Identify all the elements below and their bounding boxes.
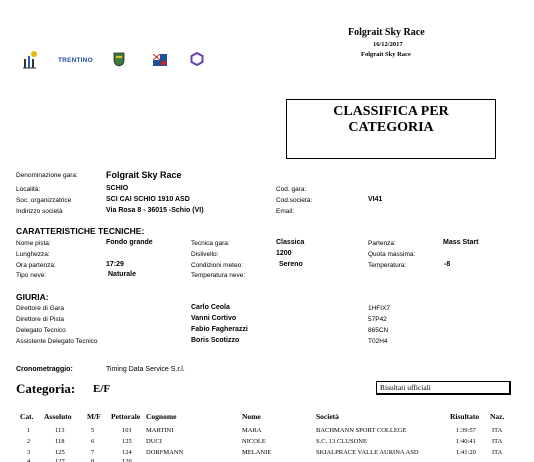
cell-cat: 2 bbox=[27, 438, 31, 445]
cell-societa: BACHMANN SPORT COLLEGE bbox=[316, 427, 407, 434]
table-row bbox=[0, 438, 534, 448]
table-row bbox=[0, 427, 534, 437]
partenza-value: Mass Start bbox=[443, 239, 479, 246]
giuria-role: Direttore di Gara bbox=[16, 305, 65, 312]
cell-cognome: DUCI bbox=[146, 438, 162, 445]
quota-label: Quota massima: bbox=[368, 251, 416, 258]
cell-assoluto: 125 bbox=[55, 449, 65, 456]
cell-assoluto: 118 bbox=[55, 438, 65, 445]
dislivello-value: 1200 bbox=[276, 250, 292, 257]
cell-mf: 5 bbox=[91, 427, 95, 434]
temp-neve-label: Temperatura neve: bbox=[191, 272, 246, 279]
partenza-label: Partenza: bbox=[368, 240, 396, 247]
tecnica-label: Tecnica gara: bbox=[191, 240, 230, 247]
tipo-neve-label: Tipo neve: bbox=[16, 272, 47, 279]
header-subtitle: Folgrait Sky Race bbox=[361, 51, 411, 58]
email-label: Email: bbox=[276, 208, 295, 215]
trentino-logo: TRENTINO bbox=[58, 57, 93, 64]
soc-label: Soc. organizzatrice bbox=[16, 197, 72, 204]
categoria-value: E/F bbox=[93, 383, 111, 395]
cyclist-logo bbox=[22, 50, 38, 75]
cell-assoluto: 127 bbox=[55, 458, 65, 462]
shield-logo bbox=[113, 52, 125, 72]
denominazione-value: Folgrait Sky Race bbox=[106, 170, 182, 180]
hexagon-logo bbox=[190, 52, 204, 71]
cod-societa-label: Cod.società: bbox=[276, 197, 313, 204]
col-header-pettorale: Pettorale bbox=[111, 412, 141, 421]
condizioni-value: Sereno bbox=[279, 261, 303, 268]
col-header-mf: M/F bbox=[87, 412, 101, 421]
giuria-name: Fabio Fagherazzi bbox=[191, 326, 248, 333]
tecnica-value: Classica bbox=[276, 239, 305, 246]
cod-societa-value: VI41 bbox=[368, 196, 383, 203]
cell-risultato: 1:41:20 bbox=[456, 449, 476, 456]
tecniche-heading: CARATTERISTICHE TECNICHE: bbox=[16, 226, 145, 236]
indirizzo-label: Indirizzo società bbox=[16, 208, 63, 215]
cell-naz: ITA bbox=[492, 449, 503, 456]
dislivello-label: Dislivello: bbox=[191, 251, 219, 258]
condizioni-label: Condizioni meteo: bbox=[191, 262, 244, 269]
col-header-risultato: Risultato bbox=[450, 412, 480, 421]
giuria-code: 865CN bbox=[368, 327, 389, 334]
col-header-societa: Società bbox=[316, 412, 339, 421]
giuria-code: 57P42 bbox=[368, 316, 387, 323]
cell-pettorale: 120 bbox=[122, 458, 132, 462]
cell-risultato: 1:39:57 bbox=[456, 427, 476, 434]
cell-risultato: 1:40:41 bbox=[456, 438, 476, 445]
cell-assoluto: 113 bbox=[55, 427, 65, 434]
header-title: Folgrait Sky Race bbox=[348, 27, 425, 38]
cell-cat: 3 bbox=[27, 449, 31, 456]
giuria-code: T02H4 bbox=[368, 338, 388, 345]
cell-pettorale: 101 bbox=[122, 427, 132, 434]
cell-nome: MARA bbox=[242, 427, 262, 434]
col-header-cognome: Cognome bbox=[146, 412, 177, 421]
giuria-code: 1HFIX7 bbox=[368, 305, 391, 312]
cell-naz: ITA bbox=[492, 438, 503, 445]
nome-pista-label: Nome pista: bbox=[16, 240, 51, 247]
soc-value: SCI CAI SCHIO 1910 ASD bbox=[106, 196, 190, 203]
risultati-ufficiali-box: Risultati ufficiali bbox=[376, 381, 511, 395]
denominazione-label: Denominazione gara: bbox=[16, 172, 78, 179]
col-header-assoluto: Assoluto bbox=[44, 412, 72, 421]
cell-mf: 8 bbox=[91, 458, 95, 462]
cell-mf: 6 bbox=[91, 438, 95, 445]
giuria-name: Boris Scotizzo bbox=[191, 337, 240, 344]
indirizzo-value: Via Rosa 8 - 36015 -Schio (VI) bbox=[106, 207, 204, 214]
giuria-role: Direttore di Pista bbox=[16, 316, 65, 323]
table-row bbox=[0, 458, 534, 462]
ora-label: Ora partenza: bbox=[16, 262, 56, 269]
cell-cognome: MARTINI bbox=[146, 427, 174, 434]
cell-pettorale: 124 bbox=[122, 449, 132, 456]
cell-naz: ITA bbox=[492, 427, 503, 434]
localita-label: Località: bbox=[16, 186, 41, 193]
giuria-role: Assistente Delegato Tecnico bbox=[16, 338, 98, 345]
cell-nome: NICOLE bbox=[242, 438, 266, 445]
cell-nome: MELANIE bbox=[242, 449, 272, 456]
tipo-neve-value: Naturale bbox=[108, 271, 137, 278]
classifica-title-box bbox=[286, 99, 496, 159]
giuria-heading: GIURIA: bbox=[16, 292, 49, 302]
col-header-nome: Nome bbox=[242, 412, 261, 421]
lunghezza-label: Lunghezza: bbox=[16, 251, 50, 258]
classifica-line2: CATEGORIA bbox=[348, 120, 434, 135]
cell-cat: 1 bbox=[27, 427, 31, 434]
categoria-label: Categoria: bbox=[16, 381, 76, 396]
giuria-role: Delegato Tecnico bbox=[16, 327, 66, 334]
nome-pista-value: Fondo grande bbox=[106, 239, 153, 246]
cell-cognome: DORFMANN bbox=[146, 449, 184, 456]
localita-value: SCHIO bbox=[106, 185, 129, 192]
cronometraggio-label: Cronometraggio: bbox=[16, 366, 73, 373]
col-header-naz: Naz. bbox=[490, 412, 505, 421]
cell-societa: SKIALPRACE VALLE AURINA ASD bbox=[316, 449, 419, 456]
cronometraggio-value: Timing Data Service S.r.l. bbox=[106, 366, 185, 373]
cell-cat: 4 bbox=[27, 458, 31, 462]
cell-mf: 7 bbox=[91, 449, 95, 456]
col-header-cat: Cat. bbox=[20, 412, 34, 421]
classifica-line1: CLASSIFICA PER bbox=[333, 104, 449, 119]
giuria-name: Carlo Ceola bbox=[191, 304, 230, 311]
cell-societa: S.C. 13 CLUSONE bbox=[316, 438, 367, 445]
ora-value: 17:29 bbox=[106, 261, 124, 268]
cod-gara-label: Cod. gara: bbox=[276, 186, 307, 193]
flag-logo bbox=[153, 53, 167, 71]
temperatura-label: Temperatura: bbox=[368, 262, 407, 269]
temperatura-value: -8 bbox=[444, 261, 451, 268]
cell-pettorale: 125 bbox=[122, 438, 132, 445]
giuria-name: Vanni Cortivo bbox=[191, 315, 237, 322]
header-date: 16/12/2017 bbox=[373, 41, 403, 48]
